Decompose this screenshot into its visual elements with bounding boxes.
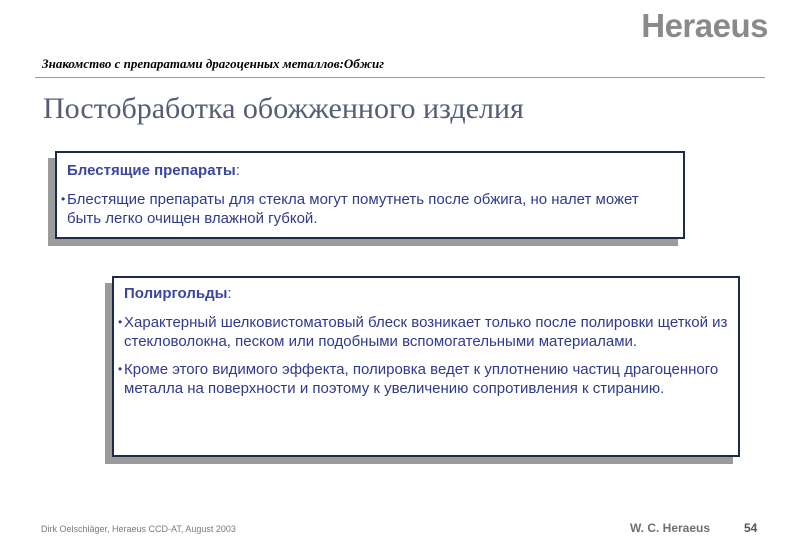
page-number: 54	[744, 521, 758, 535]
section-subtitle: Знакомство с препаратами драгоценных металлов:Обжиг	[42, 56, 385, 71]
list-item-text: Характерный шелковистоматовый блеск возникает только после полировки щеткой из стекловолокна, песком или подобными вспомогательными материалами.	[124, 314, 728, 350]
list-item-text: Блестящие препараты для стекла могут помутнеть после обжига, но налет может быть легко очищен влажной губкой.	[67, 191, 639, 227]
box-heading-colon: :	[227, 285, 232, 302]
polish-golds-box	[112, 276, 740, 457]
page-title: Постобработка обожженного изделия	[43, 92, 524, 125]
glossy-preparations-box	[55, 151, 685, 239]
header-divider	[35, 77, 765, 78]
heraeus-logo: Heraeus	[641, 7, 768, 44]
box-heading-text: Полиргольды	[124, 285, 228, 302]
list-item	[118, 313, 730, 351]
bullet: •	[118, 362, 123, 376]
list-item	[118, 360, 730, 398]
bullet: •	[118, 315, 123, 329]
bullet: •	[61, 192, 66, 206]
glossy-preparations-heading	[67, 161, 675, 180]
list-item-text: Кроме этого видимого эффекта, полировка ведет к уплотнению частиц драгоценного металла на поверхности и поэтому к увеличению сопротивления к стиранию.	[124, 361, 719, 397]
list-item	[61, 190, 675, 228]
polish-golds-heading	[124, 284, 730, 303]
footer-author: Dirk Oelschläger, Heraeus CCD-AT, August 2003	[41, 524, 236, 534]
box-heading-text: Блестящие препараты	[67, 162, 236, 179]
box-heading-colon: :	[235, 162, 240, 179]
footer-company: W. C. Heraeus	[630, 521, 711, 535]
